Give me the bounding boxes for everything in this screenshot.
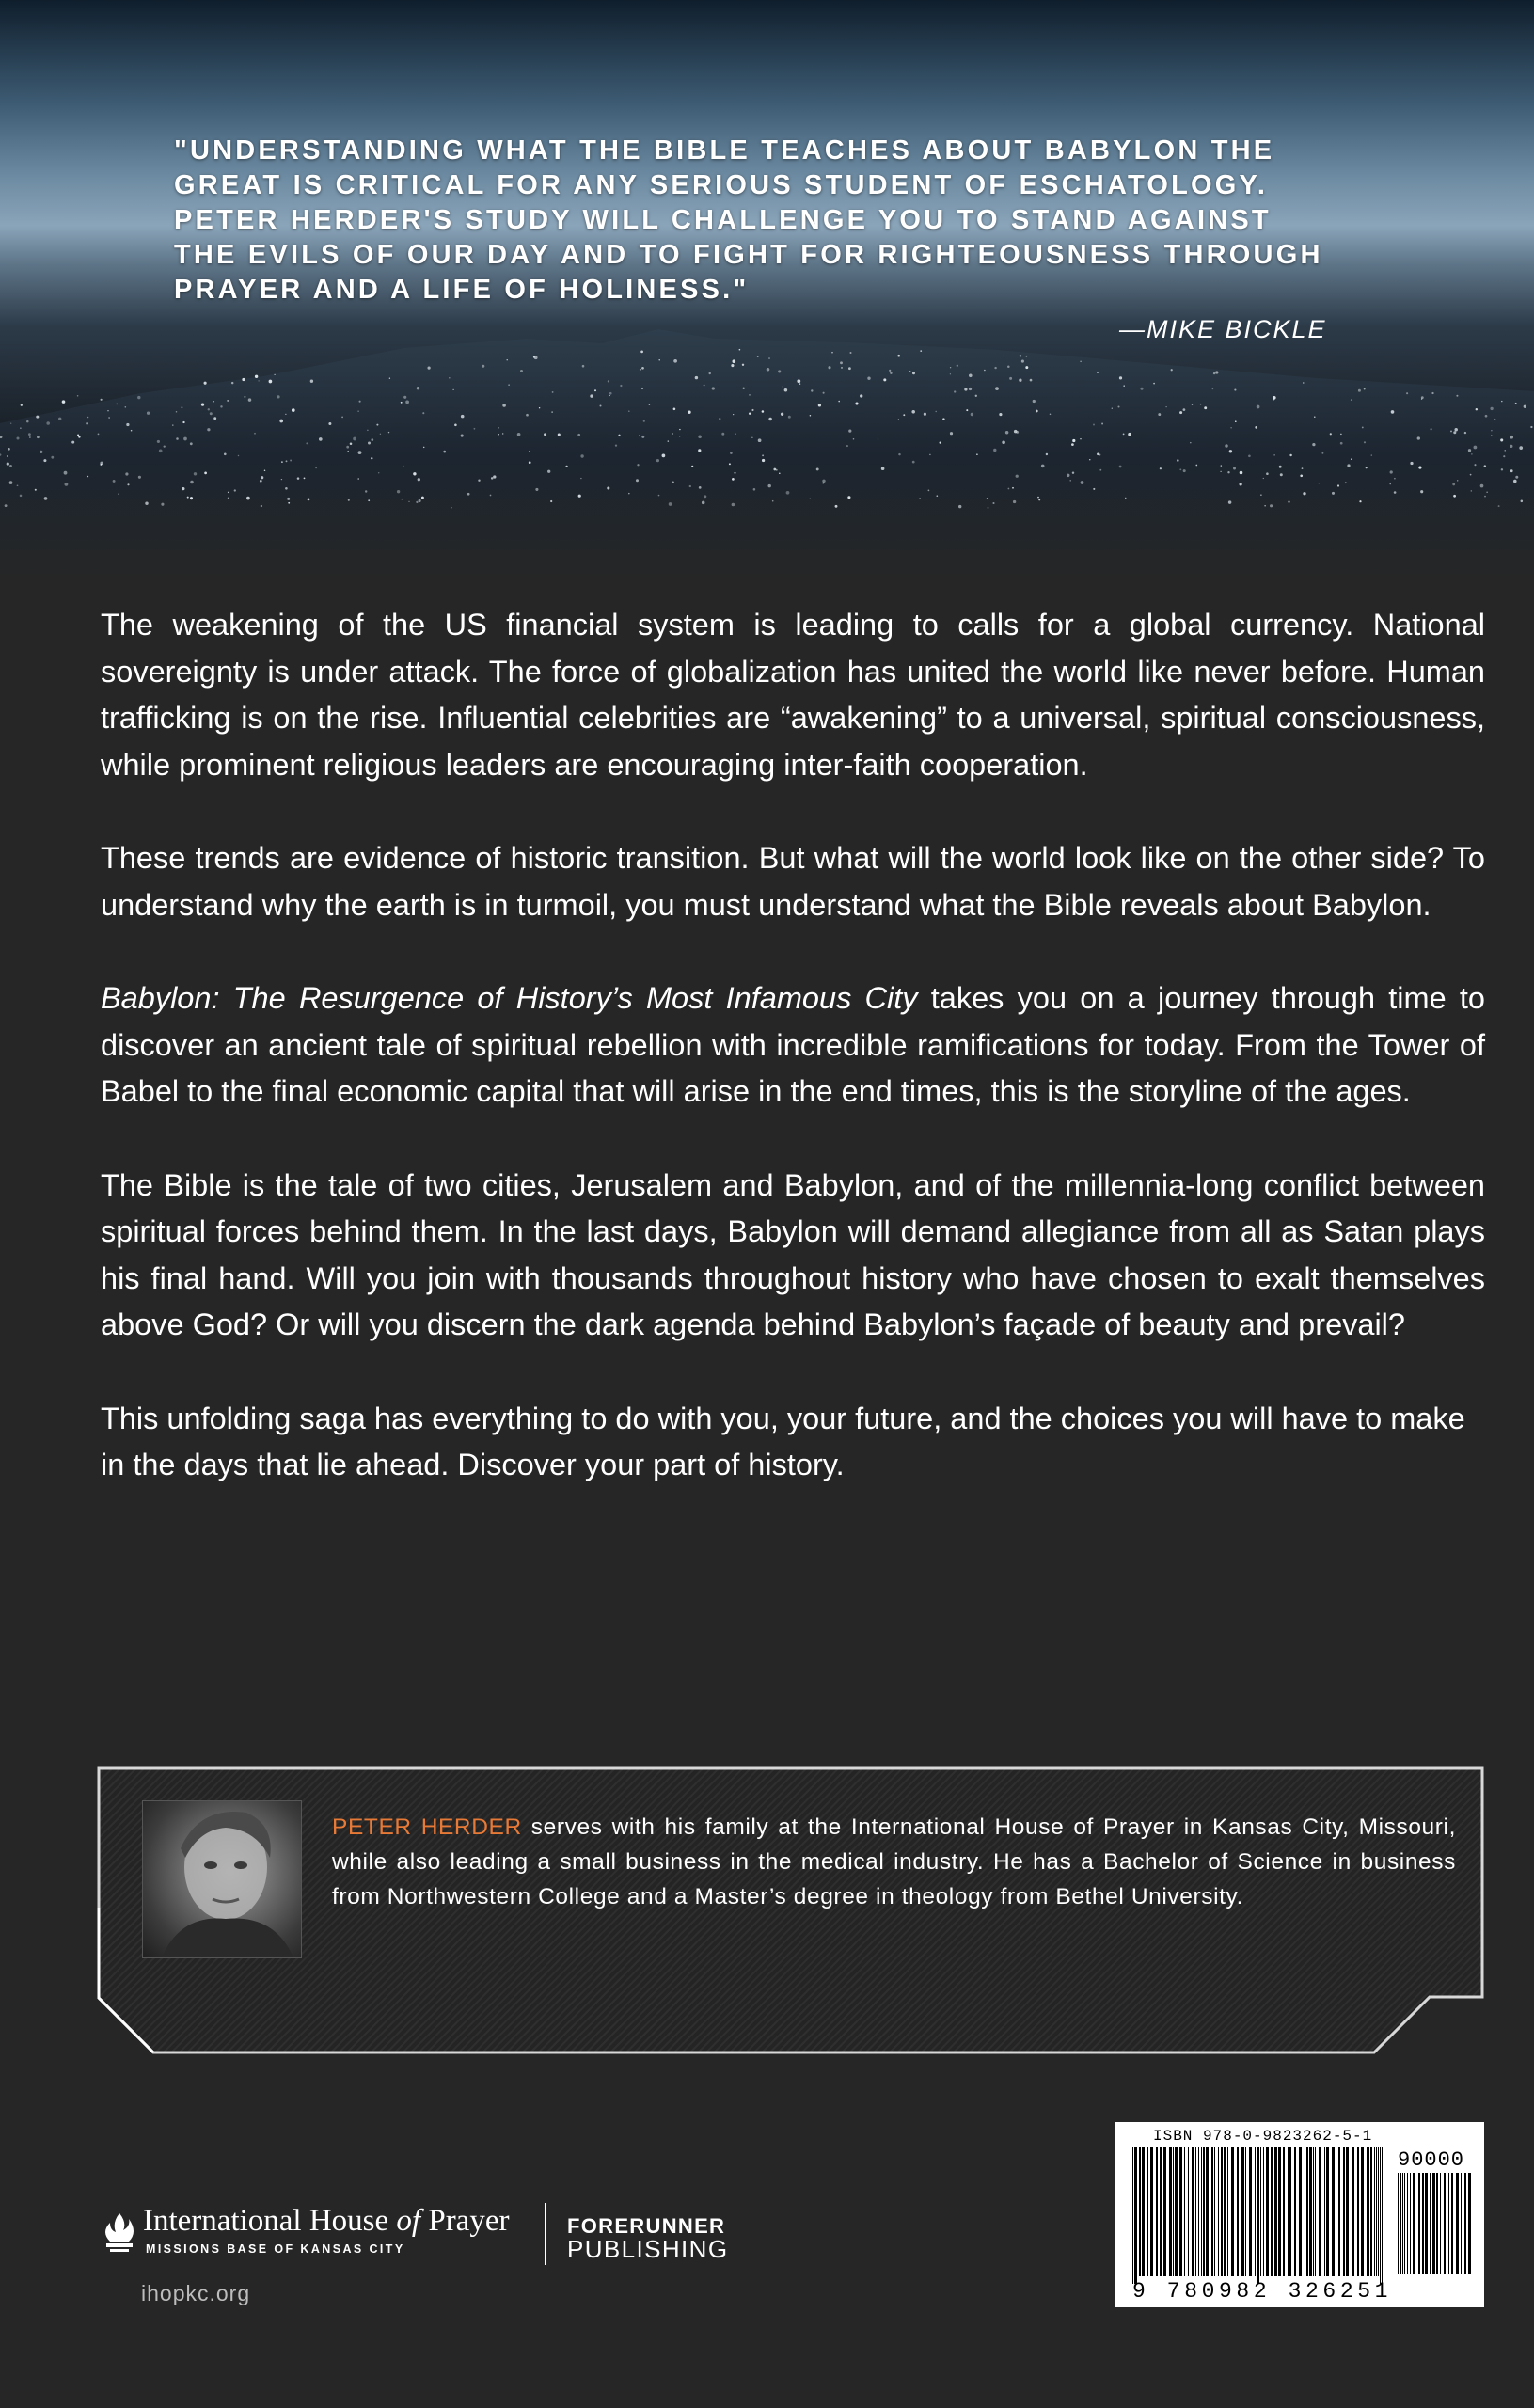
price-code: 90000 bbox=[1398, 2148, 1465, 2172]
ihop-logo bbox=[101, 2204, 533, 2260]
author-bio bbox=[332, 1810, 1456, 1914]
description-paragraph: This unfolding saga has everything to do with you, your future, and the choices you will have to make in the days that lie ahead. Discover your part of history. bbox=[101, 1401, 1465, 1481]
flame-icon bbox=[101, 2211, 138, 2253]
forerunner-publishing-logo bbox=[567, 2216, 729, 2261]
author-portrait bbox=[143, 1801, 301, 1957]
book-description bbox=[101, 602, 1485, 1489]
ihop-name-part: Prayer bbox=[420, 2204, 510, 2238]
forerunner-word: FORERUNNER bbox=[567, 2214, 726, 2238]
endorsement-quote bbox=[174, 134, 1434, 308]
quote-line: PETER HERDER'S STUDY WILL CHALLENGE YOU TO STAND AGAINST bbox=[174, 205, 1272, 235]
quote-line: GREAT IS CRITICAL FOR ANY SERIOUS STUDENT OF ESCHATOLOGY. bbox=[174, 170, 1269, 200]
description-paragraph: These trends are evidence of historic transition. But what will the world look like on the other side? To understand why the earth is in turmoil, you must understand what the Bible reveals about Babylon. bbox=[101, 841, 1485, 922]
author-name: PETER HERDER bbox=[332, 1814, 522, 1840]
description-paragraph bbox=[101, 975, 1485, 1116]
publishing-word: PUBLISHING bbox=[567, 2235, 729, 2263]
ihop-name bbox=[143, 2204, 509, 2239]
book-title: Babylon: The Resurgence of History’s Most Infamous City bbox=[101, 981, 918, 1015]
quote-attribution: —MIKE BICKLE bbox=[1119, 315, 1327, 343]
city-photo bbox=[0, 0, 1534, 564]
quote-line: THE EVILS OF OUR DAY AND TO FIGHT FOR RIGHTEOUSNESS THROUGH bbox=[174, 240, 1323, 270]
quote-line: "UNDERSTANDING WHAT THE BIBLE TEACHES ABOUT BABYLON THE bbox=[174, 135, 1275, 166]
author-photo bbox=[142, 1800, 302, 1958]
quote-line: PRAYER AND A LIFE OF HOLINESS." bbox=[174, 275, 750, 305]
ihop-name-part: International House bbox=[143, 2204, 397, 2238]
author-bio-panel bbox=[97, 1766, 1484, 2054]
website-url: ihopkc.org bbox=[141, 2281, 251, 2305]
logo-divider bbox=[545, 2203, 546, 2265]
city-skyline bbox=[0, 310, 1534, 583]
ihop-subtitle: MISSIONS BASE OF KANSAS CITY bbox=[146, 2242, 405, 2256]
description-text: takes you on a journey through time to discover an ancient tale of spiritual rebellion with incredible ramifications for today. From the Tower of Babel to the final economic capital that will arise in the end times, this is the storyline of the ages. bbox=[101, 981, 1485, 1108]
ihop-name-of: of bbox=[396, 2204, 421, 2238]
isbn-barcode bbox=[1115, 2122, 1484, 2307]
isbn-digits: 9 780982 326251 bbox=[1132, 2279, 1393, 2304]
description-paragraph: The weakening of the US financial system is leading to calls for a global currency. National sovereignty is under attack. The force of globalization has united the world like never before. Human trafficking is on the rise. Influential celebrities are “awakening” to a universal, spiritual consciousness, while prominent religious leaders are encouraging inter-faith cooperation. bbox=[101, 608, 1485, 782]
description-paragraph: The Bible is the tale of two cities, Jerusalem and Babylon, and of the millennia-long conflict between spiritual forces behind them. In the last days, Babylon will demand allegiance from all as Satan plays his final hand. Will you join with thousands throughout history who have chosen to exalt themselves above God? Or will you discern the dark agenda behind Babylon’s façade of beauty and prevail? bbox=[101, 1167, 1485, 1341]
author-bio-text: serves with his family at the International House of Prayer in Kansas City, Missouri, while also leading a small business in the medical industry. He has a Bachelor of Science in business from Northwestern College and a Master’s degree in theology from Bethel University. bbox=[332, 1814, 1456, 1909]
isbn-label: ISBN 978-0-9823262-5-1 bbox=[1153, 2128, 1373, 2145]
